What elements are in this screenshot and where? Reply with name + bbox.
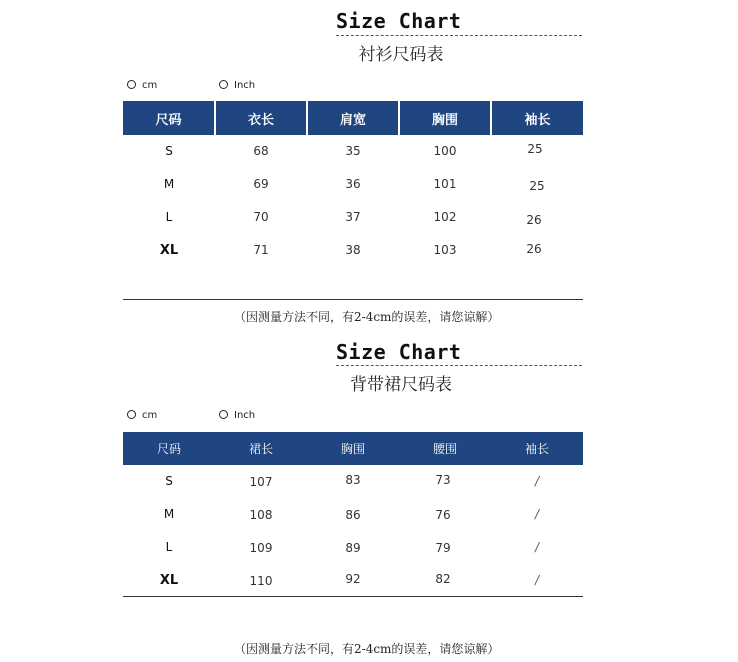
table-cell-size: L bbox=[165, 210, 173, 224]
shirt-table-header bbox=[123, 101, 583, 135]
table-cell-shoulder: 37 bbox=[345, 210, 361, 224]
header-length: 衣长 bbox=[216, 101, 308, 135]
shirt-title-divider bbox=[336, 35, 582, 36]
decorative-dot bbox=[578, 118, 582, 122]
table-cell-sleeve: 25 bbox=[529, 179, 545, 193]
table-cell-sleeve: / bbox=[534, 573, 540, 587]
table-cell-waist: 79 bbox=[435, 541, 451, 555]
radio-circle-icon bbox=[127, 80, 136, 89]
table-cell-length: 108 bbox=[249, 508, 273, 522]
radio-circle-icon bbox=[127, 410, 136, 419]
unit-option-cm[interactable] bbox=[127, 410, 157, 421]
table-cell-waist: 76 bbox=[435, 508, 451, 522]
table-cell-sleeve: / bbox=[534, 474, 540, 488]
header-size: 尺码 bbox=[123, 101, 216, 135]
table-cell-chest: 83 bbox=[345, 473, 361, 487]
table-cell-chest: 92 bbox=[345, 572, 361, 586]
table-cell-chest: 103 bbox=[433, 243, 457, 257]
dress-table-header bbox=[123, 432, 583, 465]
unit-option-inch[interactable] bbox=[219, 410, 255, 421]
header-shoulder: 肩宽 bbox=[308, 101, 400, 135]
table-cell-waist: 73 bbox=[435, 473, 451, 487]
table-cell-size: XL bbox=[159, 573, 179, 588]
table-cell-shoulder: 38 bbox=[345, 243, 361, 257]
header-waist: 腰围 bbox=[432, 442, 457, 456]
radio-circle-icon bbox=[219, 410, 228, 419]
header-length: 裙长 bbox=[248, 442, 273, 456]
table-cell-sleeve: 26 bbox=[526, 242, 542, 256]
table-cell-shoulder: 36 bbox=[345, 177, 361, 191]
radio-circle-icon bbox=[219, 80, 228, 89]
header-size: 尺码 bbox=[156, 442, 181, 456]
table-cell-sleeve: / bbox=[534, 507, 540, 521]
unit-cm-label: cm bbox=[142, 80, 158, 91]
table-cell-sleeve: 26 bbox=[526, 213, 542, 227]
table-cell-chest: 100 bbox=[433, 144, 457, 158]
table-cell-size: M bbox=[163, 507, 175, 521]
header-chest: 胸围 bbox=[340, 442, 365, 456]
table-cell-length: 107 bbox=[249, 475, 273, 489]
dress-chart-title-en: Size Chart bbox=[336, 340, 462, 364]
shirt-chart-title-en: Size Chart bbox=[336, 9, 462, 33]
table-cell-chest: 86 bbox=[345, 508, 361, 522]
unit-inch-label: Inch bbox=[234, 80, 256, 91]
dress-measurement-note: （因测量方法不同，有2-4cm的误差，请您谅解） bbox=[234, 642, 500, 656]
table-cell-length: 68 bbox=[253, 144, 269, 158]
dress-table-bottom-rule bbox=[123, 596, 583, 597]
table-cell-chest: 89 bbox=[345, 541, 361, 555]
table-cell-waist: 82 bbox=[435, 572, 451, 586]
table-cell-size: L bbox=[165, 540, 173, 554]
unit-option-cm[interactable] bbox=[127, 80, 157, 91]
table-cell-sleeve: 25 bbox=[527, 142, 543, 156]
table-cell-size: S bbox=[165, 474, 173, 488]
dress-chart-title-cn: 背带裙尺码表 bbox=[350, 375, 452, 395]
table-cell-length: 109 bbox=[249, 541, 273, 555]
table-cell-chest: 102 bbox=[433, 210, 457, 224]
header-chest: 胸围 bbox=[400, 101, 492, 135]
table-cell-sleeve: / bbox=[534, 540, 540, 554]
header-sleeve: 袖长 bbox=[524, 442, 549, 456]
table-cell-length: 110 bbox=[249, 574, 273, 588]
table-cell-chest: 101 bbox=[433, 177, 457, 191]
table-cell-size: XL bbox=[159, 243, 179, 258]
shirt-table-bottom-rule bbox=[123, 299, 583, 300]
unit-inch-label: Inch bbox=[234, 410, 256, 421]
header-sleeve: 袖长 bbox=[492, 101, 583, 135]
table-cell-length: 70 bbox=[253, 210, 269, 224]
dress-title-divider bbox=[336, 365, 582, 366]
table-cell-shoulder: 35 bbox=[345, 144, 361, 158]
shirt-measurement-note: （因测量方法不同，有2-4cm的误差，请您谅解） bbox=[234, 310, 500, 324]
table-cell-size: S bbox=[165, 144, 173, 158]
table-cell-size: M bbox=[163, 177, 175, 191]
unit-cm-label: cm bbox=[142, 410, 158, 421]
table-cell-length: 71 bbox=[253, 243, 269, 257]
table-cell-length: 69 bbox=[253, 177, 269, 191]
unit-option-inch[interactable] bbox=[219, 80, 255, 91]
shirt-chart-title-cn: 衬衫尺码表 bbox=[358, 45, 444, 65]
